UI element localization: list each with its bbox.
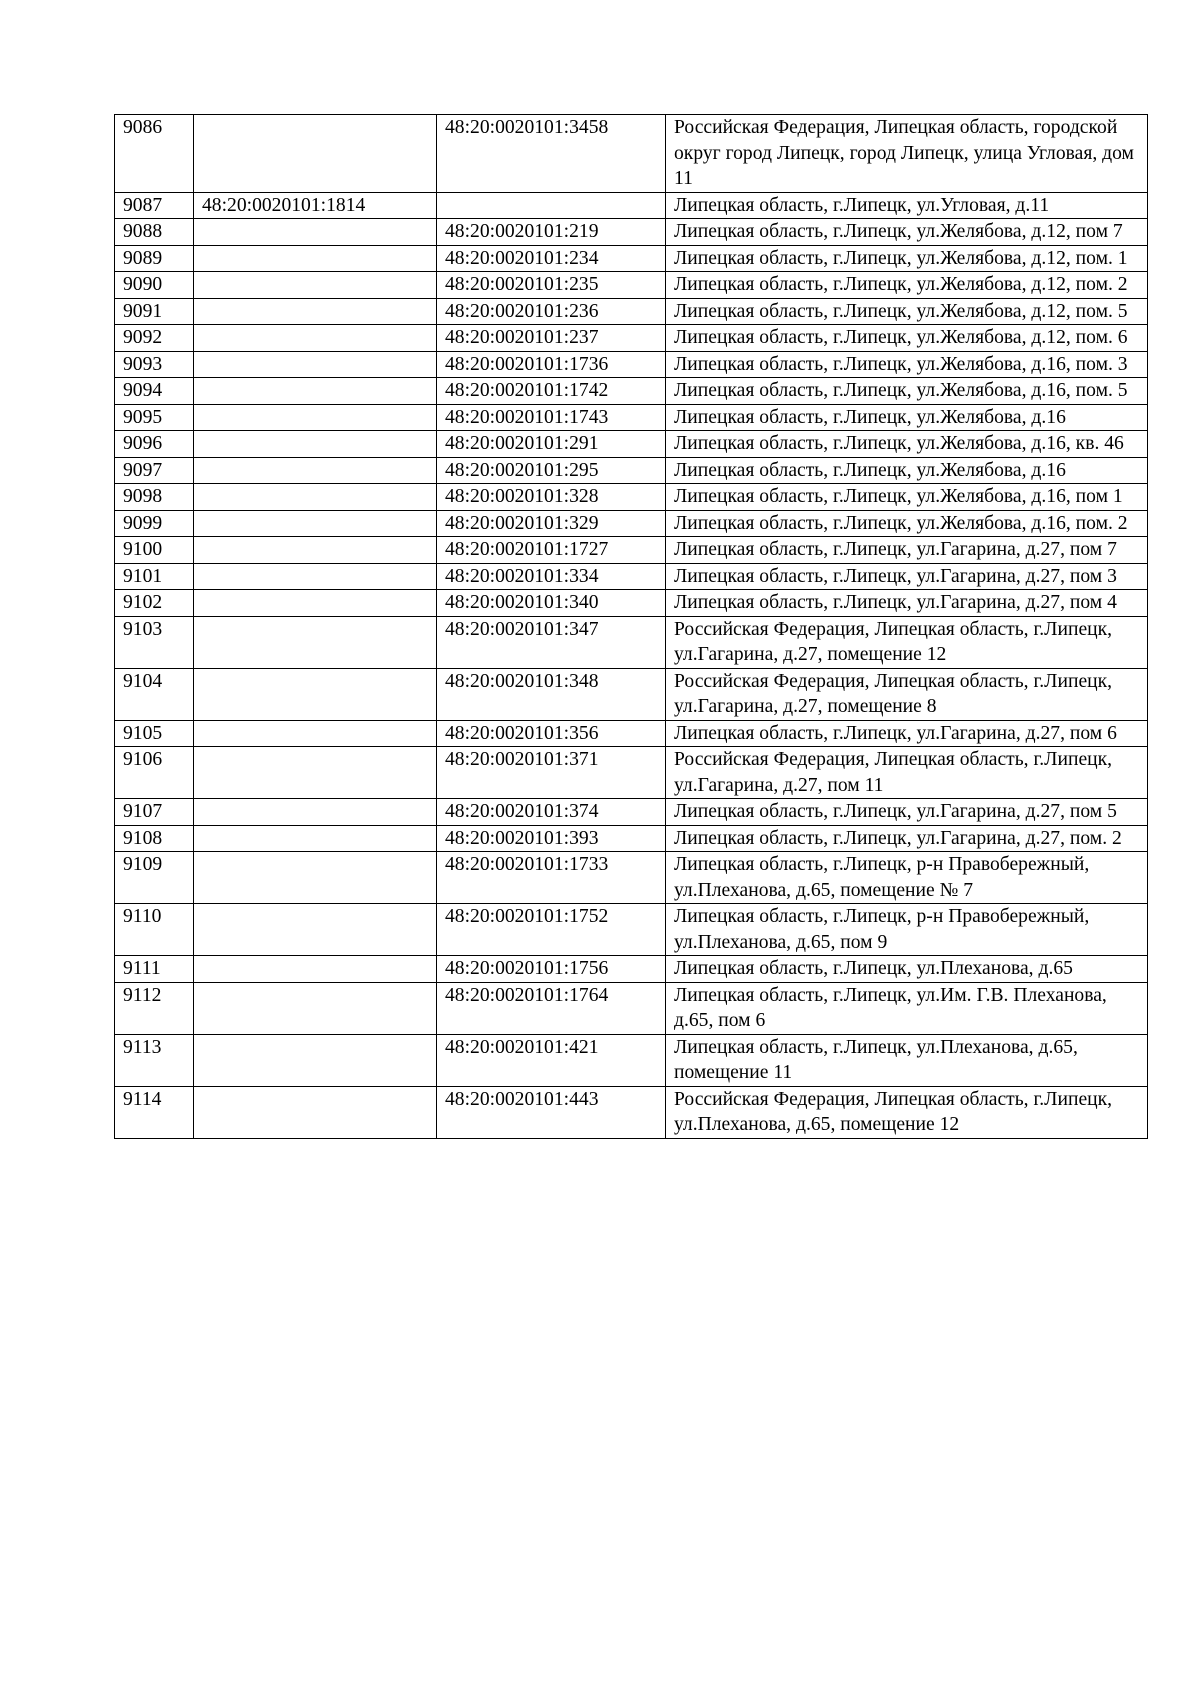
table-row (115, 720, 1148, 747)
row-number-cell: 9086 (115, 115, 194, 193)
address-cell: Липецкая область, г.Липецк, ул.Желябова, д.12, пом. 2 (666, 272, 1148, 299)
address-cell: Российская Федерация, Липецкая область, г.Липецк, ул.Плеханова, д.65, помещение 12 (666, 1086, 1148, 1138)
table-row (115, 825, 1148, 852)
address-cell: Российская Федерация, Липецкая область, г.Липецк, ул.Гагарина, д.27, помещение 8 (666, 668, 1148, 720)
object-cadastral-number-cell: 48:20:0020101:291 (437, 431, 666, 458)
address-cell: Липецкая область, г.Липецк, ул.Плеханова, д.65 (666, 956, 1148, 983)
table-body (115, 115, 1148, 1139)
object-cadastral-number-cell: 48:20:0020101:234 (437, 245, 666, 272)
table-row (115, 484, 1148, 511)
address-cell: Липецкая область, г.Липецк, ул.Им. Г.В. Плеханова, д.65, пом 6 (666, 982, 1148, 1034)
address-cell: Липецкая область, г.Липецк, ул.Желябова, д.12, пом 7 (666, 219, 1148, 246)
land-cadastral-number-cell (194, 1034, 437, 1086)
object-cadastral-number-cell: 48:20:0020101:348 (437, 668, 666, 720)
table-row (115, 431, 1148, 458)
land-cadastral-number-cell (194, 720, 437, 747)
object-cadastral-number-cell: 48:20:0020101:1756 (437, 956, 666, 983)
object-cadastral-number-cell: 48:20:0020101:295 (437, 457, 666, 484)
object-cadastral-number-cell: 48:20:0020101:421 (437, 1034, 666, 1086)
row-number-cell: 9095 (115, 404, 194, 431)
row-number-cell: 9097 (115, 457, 194, 484)
object-cadastral-number-cell: 48:20:0020101:443 (437, 1086, 666, 1138)
row-number-cell: 9111 (115, 956, 194, 983)
address-cell: Липецкая область, г.Липецк, ул.Желябова, д.16, пом. 2 (666, 510, 1148, 537)
land-cadastral-number-cell (194, 616, 437, 668)
address-cell: Липецкая область, г.Липецк, ул.Желябова, д.12, пом. 1 (666, 245, 1148, 272)
land-cadastral-number-cell (194, 378, 437, 405)
row-number-cell: 9105 (115, 720, 194, 747)
row-number-cell: 9091 (115, 298, 194, 325)
row-number-cell: 9110 (115, 904, 194, 956)
address-cell: Липецкая область, г.Липецк, ул.Желябова, д.16, пом. 3 (666, 351, 1148, 378)
table-row (115, 245, 1148, 272)
land-cadastral-number-cell (194, 404, 437, 431)
land-cadastral-number-cell (194, 245, 437, 272)
address-cell: Липецкая область, г.Липецк, ул.Желябова, д.16, кв. 46 (666, 431, 1148, 458)
address-cell: Российская Федерация, Липецкая область, г.Липецк, ул.Гагарина, д.27, пом 11 (666, 747, 1148, 799)
row-number-cell: 9093 (115, 351, 194, 378)
land-cadastral-number-cell (194, 351, 437, 378)
row-number-cell: 9099 (115, 510, 194, 537)
object-cadastral-number-cell: 48:20:0020101:1752 (437, 904, 666, 956)
address-cell: Липецкая область, г.Липецк, ул.Желябова, д.16, пом 1 (666, 484, 1148, 511)
land-cadastral-number-cell (194, 1086, 437, 1138)
row-number-cell: 9088 (115, 219, 194, 246)
row-number-cell: 9101 (115, 563, 194, 590)
address-cell: Российская Федерация, Липецкая область, городской округ город Липецк, город Липецк, улица Угловая, дом 11 (666, 115, 1148, 193)
object-cadastral-number-cell: 48:20:0020101:237 (437, 325, 666, 352)
object-cadastral-number-cell: 48:20:0020101:219 (437, 219, 666, 246)
object-cadastral-number-cell: 48:20:0020101:1743 (437, 404, 666, 431)
land-cadastral-number-cell (194, 982, 437, 1034)
row-number-cell: 9096 (115, 431, 194, 458)
address-cell: Липецкая область, г.Липецк, ул.Плеханова, д.65, помещение 11 (666, 1034, 1148, 1086)
table-row (115, 325, 1148, 352)
row-number-cell: 9113 (115, 1034, 194, 1086)
object-cadastral-number-cell: 48:20:0020101:374 (437, 799, 666, 826)
land-cadastral-number-cell (194, 956, 437, 983)
land-cadastral-number-cell (194, 431, 437, 458)
object-cadastral-number-cell: 48:20:0020101:329 (437, 510, 666, 537)
table-row (115, 115, 1148, 193)
row-number-cell: 9109 (115, 852, 194, 904)
table-row (115, 378, 1148, 405)
land-cadastral-number-cell (194, 537, 437, 564)
property-table (114, 114, 1148, 1139)
land-cadastral-number-cell (194, 219, 437, 246)
table-row (115, 1086, 1148, 1138)
land-cadastral-number-cell (194, 747, 437, 799)
land-cadastral-number-cell (194, 325, 437, 352)
table-row (115, 956, 1148, 983)
table-row (115, 982, 1148, 1034)
object-cadastral-number-cell: 48:20:0020101:347 (437, 616, 666, 668)
address-cell: Липецкая область, г.Липецк, ул.Угловая, д.11 (666, 192, 1148, 219)
row-number-cell: 9104 (115, 668, 194, 720)
table-row (115, 590, 1148, 617)
address-cell: Российская Федерация, Липецкая область, г.Липецк, ул.Гагарина, д.27, помещение 12 (666, 616, 1148, 668)
row-number-cell: 9100 (115, 537, 194, 564)
land-cadastral-number-cell (194, 298, 437, 325)
table-row (115, 298, 1148, 325)
row-number-cell: 9098 (115, 484, 194, 511)
object-cadastral-number-cell: 48:20:0020101:356 (437, 720, 666, 747)
object-cadastral-number-cell: 48:20:0020101:1736 (437, 351, 666, 378)
object-cadastral-number-cell: 48:20:0020101:334 (437, 563, 666, 590)
row-number-cell: 9108 (115, 825, 194, 852)
address-cell: Липецкая область, г.Липецк, ул.Гагарина, д.27, пом 6 (666, 720, 1148, 747)
address-cell: Липецкая область, г.Липецк, ул.Гагарина, д.27, пом 7 (666, 537, 1148, 564)
land-cadastral-number-cell (194, 510, 437, 537)
object-cadastral-number-cell: 48:20:0020101:1733 (437, 852, 666, 904)
row-number-cell: 9090 (115, 272, 194, 299)
land-cadastral-number-cell (194, 484, 437, 511)
object-cadastral-number-cell: 48:20:0020101:236 (437, 298, 666, 325)
object-cadastral-number-cell: 48:20:0020101:328 (437, 484, 666, 511)
object-cadastral-number-cell: 48:20:0020101:340 (437, 590, 666, 617)
table-row (115, 404, 1148, 431)
address-cell: Липецкая область, г.Липецк, ул.Гагарина, д.27, пом. 2 (666, 825, 1148, 852)
row-number-cell: 9114 (115, 1086, 194, 1138)
address-cell: Липецкая область, г.Липецк, ул.Гагарина, д.27, пом 4 (666, 590, 1148, 617)
table-row (115, 563, 1148, 590)
row-number-cell: 9103 (115, 616, 194, 668)
land-cadastral-number-cell (194, 563, 437, 590)
row-number-cell: 9094 (115, 378, 194, 405)
object-cadastral-number-cell (437, 192, 666, 219)
land-cadastral-number-cell (194, 590, 437, 617)
table-row (115, 1034, 1148, 1086)
row-number-cell: 9112 (115, 982, 194, 1034)
row-number-cell: 9107 (115, 799, 194, 826)
table-row (115, 537, 1148, 564)
address-cell: Липецкая область, г.Липецк, ул.Желябова, д.12, пом. 5 (666, 298, 1148, 325)
row-number-cell: 9092 (115, 325, 194, 352)
address-cell: Липецкая область, г.Липецк, ул.Желябова, д.16 (666, 457, 1148, 484)
table-row (115, 616, 1148, 668)
land-cadastral-number-cell (194, 115, 437, 193)
table-row (115, 272, 1148, 299)
table-row (115, 351, 1148, 378)
object-cadastral-number-cell: 48:20:0020101:3458 (437, 115, 666, 193)
object-cadastral-number-cell: 48:20:0020101:393 (437, 825, 666, 852)
row-number-cell: 9089 (115, 245, 194, 272)
address-cell: Липецкая область, г.Липецк, ул.Гагарина, д.27, пом 3 (666, 563, 1148, 590)
table-row (115, 904, 1148, 956)
table-row (115, 799, 1148, 826)
address-cell: Липецкая область, г.Липецк, р-н Правобережный, ул.Плеханова, д.65, пом 9 (666, 904, 1148, 956)
land-cadastral-number-cell (194, 799, 437, 826)
address-cell: Липецкая область, г.Липецк, ул.Желябова, д.12, пом. 6 (666, 325, 1148, 352)
land-cadastral-number-cell (194, 272, 437, 299)
table-row (115, 852, 1148, 904)
land-cadastral-number-cell (194, 457, 437, 484)
row-number-cell: 9087 (115, 192, 194, 219)
table-row (115, 219, 1148, 246)
table-row (115, 668, 1148, 720)
address-cell: Липецкая область, г.Липецк, р-н Правобережный, ул.Плеханова, д.65, помещение № 7 (666, 852, 1148, 904)
address-cell: Липецкая область, г.Липецк, ул.Гагарина, д.27, пом 5 (666, 799, 1148, 826)
land-cadastral-number-cell (194, 825, 437, 852)
object-cadastral-number-cell: 48:20:0020101:371 (437, 747, 666, 799)
row-number-cell: 9102 (115, 590, 194, 617)
table-row (115, 747, 1148, 799)
land-cadastral-number-cell: 48:20:0020101:1814 (194, 192, 437, 219)
object-cadastral-number-cell: 48:20:0020101:1742 (437, 378, 666, 405)
land-cadastral-number-cell (194, 904, 437, 956)
table-row (115, 510, 1148, 537)
object-cadastral-number-cell: 48:20:0020101:1764 (437, 982, 666, 1034)
land-cadastral-number-cell (194, 852, 437, 904)
address-cell: Липецкая область, г.Липецк, ул.Желябова, д.16 (666, 404, 1148, 431)
table-row (115, 457, 1148, 484)
object-cadastral-number-cell: 48:20:0020101:235 (437, 272, 666, 299)
table-row (115, 192, 1148, 219)
address-cell: Липецкая область, г.Липецк, ул.Желябова, д.16, пом. 5 (666, 378, 1148, 405)
object-cadastral-number-cell: 48:20:0020101:1727 (437, 537, 666, 564)
land-cadastral-number-cell (194, 668, 437, 720)
row-number-cell: 9106 (115, 747, 194, 799)
